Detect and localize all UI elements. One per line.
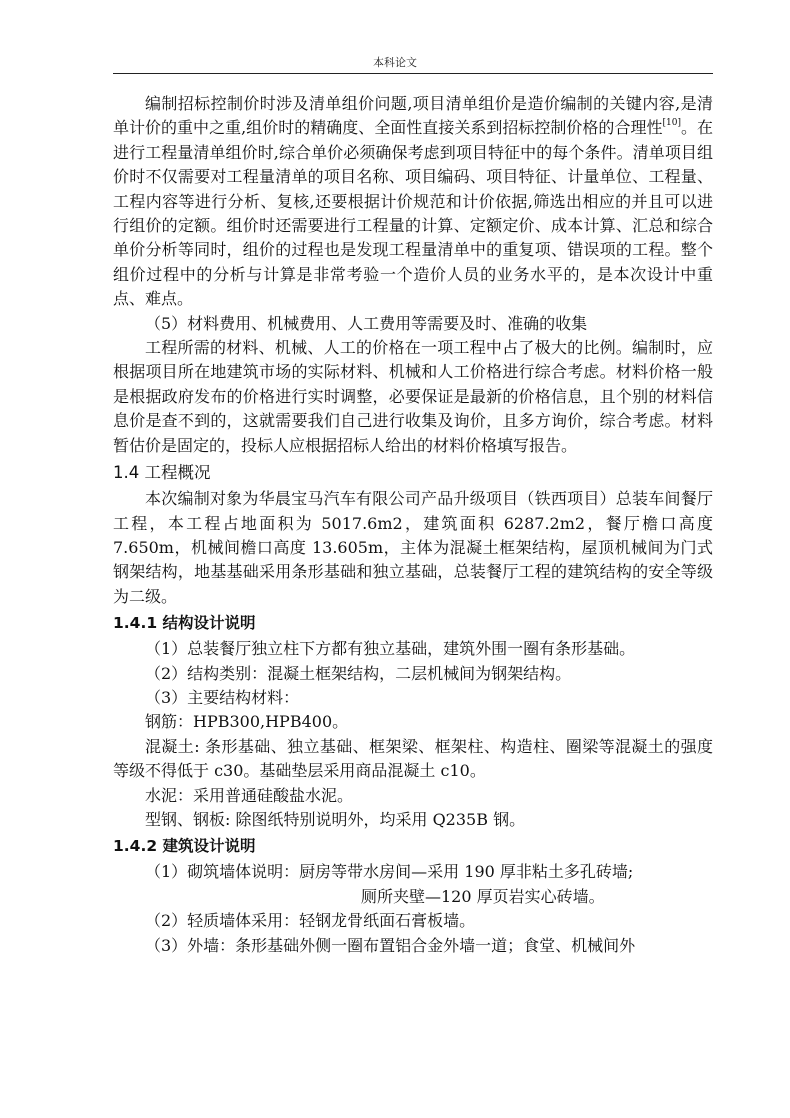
paragraph-materials: 工程所需的材料、机械、人工的价格在一项工程中占了极大的比例。编制时，应根据项目所在地建筑市场的实际材料、机械和人工价格进行综合考虑。材料价格一般是根据政府发布的价格进行实时调整，必要保证是最新的价格信息，且个别的材料信息价是查不到的，这就需要我们自己进行收集及询价，且多方询价，综合考虑。材料暂估价是固定的，投标人应根据招标人给出的材料价格填写报告。 — [113, 338, 713, 455]
paragraph-text: 。在进行工程量清单组价时,综合单价必须确保考虑到项目特征中的每个条件。清单项目组价时不仅需要对工程量清单的项目名称、项目编码、项目特征、计量单位、工程量、工程内容等进行分析、复核,还要根据计价规范和计价依据,筛选出相应的并且可以进行组价的定额。组价时还需要进行工程量的计算、定额定价、成本计算、汇总和综合单价分析等同时，组价的过程也是发现工程量清单中的重复项、错误项的工程。整个组价过程中的分析与计算是非常考验一个造价人员的业务水平的，是本次设计中重点、难点。 — [113, 118, 713, 309]
architecture-item-3: （3）外墙：条形基础外侧一圈布置铝合金外墙一道；食堂、机械间外 — [145, 935, 636, 955]
citation-ref: [10] — [662, 118, 681, 129]
material-cement: 水泥：采用普通硅酸盐水泥。 — [145, 785, 354, 805]
header-divider — [113, 73, 713, 74]
paragraph-overview: 本次编制对象为华晨宝马汽车有限公司产品升级项目（铁西项目）总装车间餐厅工程，本工程占地面积为 5017.6m2，建筑面积 6287.2m2，餐厅檐口高度 7.650m，机械间檐口高度 13.605m，主体为混凝土框架结构，屋顶机械间为门式钢架结构，地基基础采用条形基础和独立基础，总装餐厅工程的建筑结构的安全等级为二级。 — [113, 489, 713, 606]
structure-item-3: （3）主要结构材料： — [145, 687, 300, 707]
document-body — [113, 92, 713, 958]
section-heading-1-4-1: 1.4.1 结构设计说明 — [113, 614, 256, 633]
material-concrete: 混凝土: 条形基础、独立基础、框架梁、框架柱、构造柱、圈梁等混凝土的强度等级不得低于 c30。基础垫层采用商品混凝土 c10。 — [113, 736, 713, 781]
architecture-item-1: （1）砌筑墙体说明：厨房等带水房间—采用 190 厚非粘土多孔砖墙; — [145, 862, 634, 882]
material-profile-steel: 型钢、钢板: 除图纸特别说明外，均采用 Q235B 钢。 — [145, 809, 526, 829]
structure-item-1: （1）总装餐厅独立柱下方都有独立基础，建筑外围一圈有条形基础。 — [145, 639, 636, 659]
architecture-item-1-continued: 厕所夹壁—120 厚页岩实心砖墙。 — [361, 886, 605, 906]
material-steel: 钢筋：HPB300,HPB400。 — [145, 712, 349, 732]
architecture-item-2: （2）轻质墙体采用：轻钢龙骨纸面石膏板墙。 — [145, 911, 476, 931]
section-heading-1-4: 1.4 工程概况 — [113, 463, 211, 483]
section-heading-1-4-2: 1.4.2 建筑设计说明 — [113, 837, 256, 856]
paragraph-pricing — [113, 92, 713, 312]
list-item-5: （5）材料费用、机械费用、人工费用等需要及时、准确的收集 — [145, 313, 588, 333]
structure-item-2: （2）结构类别：混凝土框架结构，二层机械间为钢架结构。 — [145, 663, 572, 683]
running-header: 本科论文 — [373, 56, 417, 69]
paragraph-text: 编制招标控制价时涉及清单组价问题,项目清单组价是造价编制的关键内容,是清单计价的重中之重,组价时的精确度、全面性直接关系到招标控制价格的合理性 — [113, 94, 713, 138]
